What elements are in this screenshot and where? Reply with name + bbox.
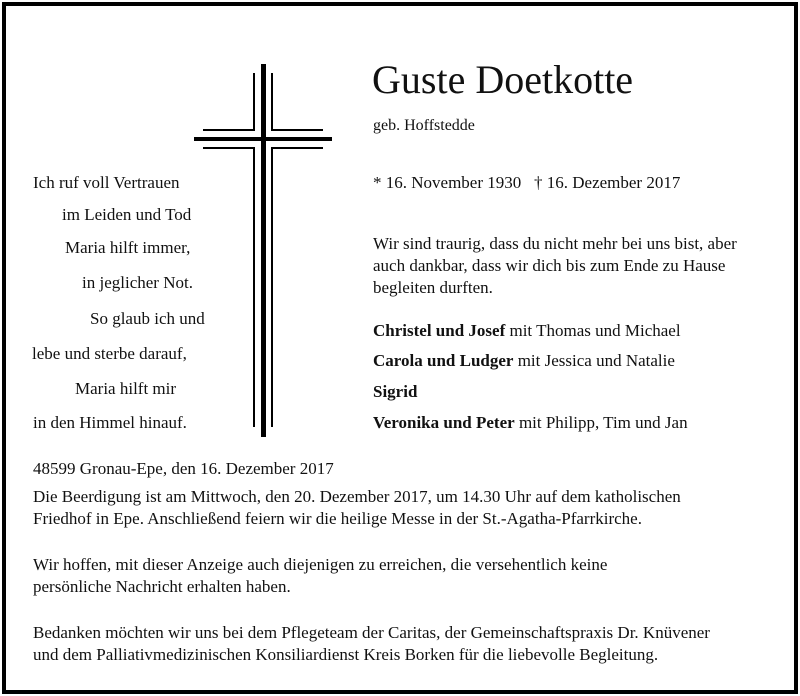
poem-line: Maria hilft mir [75, 379, 177, 398]
place-date: 48599 Gronau-Epe, den 16. Dezember 2017 [33, 459, 334, 478]
poem-line: Maria hilft immer, [65, 238, 191, 257]
family-children: mit Philipp, Tim und Jan [514, 413, 688, 432]
funeral-line: Friedhof in Epe. Anschließend feiern wir die heilige Messe in der St.-Agatha-Pfarrkirche. [33, 509, 642, 528]
family-names: Christel und Josef [373, 321, 506, 340]
family-entry [373, 321, 681, 341]
family-children: mit Jessica und Natalie [513, 351, 675, 370]
message-line: Wir sind traurig, dass du nicht mehr bei uns bist, aber [373, 234, 737, 253]
thanks [33, 622, 710, 666]
funeral-line: Die Beerdigung ist am Mittwoch, den 20. Dezember 2017, um 14.30 Uhr auf dem katholischen [33, 487, 681, 506]
maiden-name: geb. Hoffstedde [373, 117, 475, 134]
life-dates: * 16. November 1930 † 16. Dezember 2017 [373, 173, 681, 192]
notice-line: Wir hoffen, mit dieser Anzeige auch diejenigen zu erreichen, die versehentlich keine [33, 555, 608, 574]
message-line: begleiten durften. [373, 278, 493, 297]
family-children: mit Thomas und Michael [505, 321, 681, 340]
poem-line: Ich ruf voll Vertrauen [33, 173, 180, 192]
poem-line: in jeglicher Not. [82, 273, 193, 292]
message-line: auch dankbar, dass wir dich bis zum Ende zu Hause [373, 256, 726, 275]
funeral-info [33, 486, 681, 530]
thanks-line: Bedanken möchten wir uns bei dem Pflegeteam der Caritas, der Gemeinschaftspraxis Dr. Knüvener [33, 623, 710, 642]
thanks-line: und dem Palliativmedizinischen Konsiliardienst Kreis Borken für die liebevolle Begleitung. [33, 645, 659, 664]
family-names: Carola und Ludger [373, 351, 514, 370]
poem-line: So glaub ich und [90, 309, 205, 328]
message [373, 233, 737, 299]
notice-line: persönliche Nachricht erhalten haben. [33, 577, 291, 596]
family-names: Veronika und Peter [373, 413, 515, 432]
poem-line: in den Himmel hinauf. [33, 413, 187, 432]
family-entry [373, 351, 675, 371]
deceased-name: Guste Doetkotte [372, 57, 634, 102]
family-names: Sigrid [373, 382, 418, 401]
poem-line: lebe und sterbe darauf, [32, 344, 187, 363]
poem-line: im Leiden und Tod [62, 205, 192, 224]
family-entry [373, 382, 417, 402]
family-entry [373, 413, 688, 433]
notice-info [33, 554, 607, 598]
